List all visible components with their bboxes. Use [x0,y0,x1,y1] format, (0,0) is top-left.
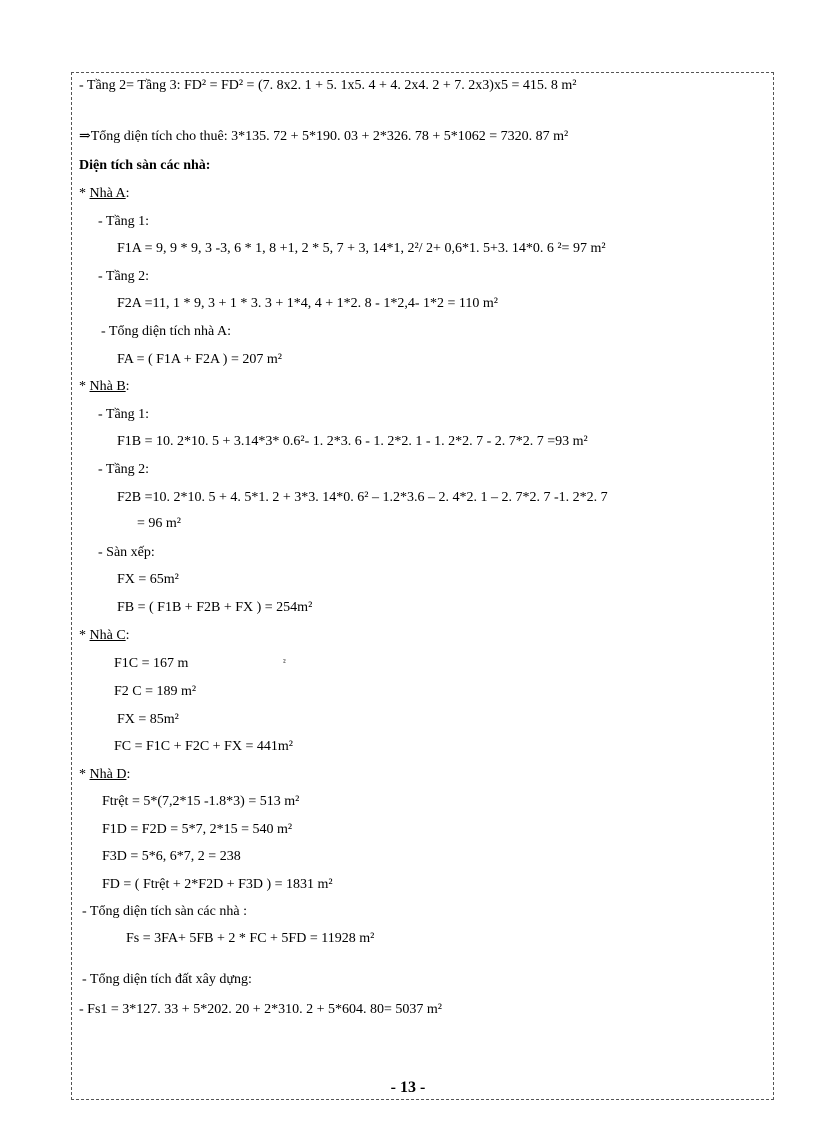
subsection-title: Nhà B [89,379,126,394]
formula-line: - Fs1 = 3*127. 33 + 5*202. 20 + 2*310. 2 + 5*604. 80= 5037 m² [79,1002,442,1017]
text-line: - Tầng 2: [98,269,150,284]
formula-line: FC = F1C + F2C + FX = 441m² [114,739,293,754]
section-heading: Diện tích sàn các nhà: [79,158,211,173]
text-line: - Tổng diện tích đất xây dựng: [82,972,252,987]
text-line: - Tổng diện tích nhà A: [101,324,231,339]
formula-line: F1B = 10. 2*10. 5 + 3.14*3* 0.6²- 1. 2*3. 6 - 1. 2*2. 1 - 1. 2*2. 7 - 2. 7*2. 7 =93 m² [117,434,588,449]
formula-line: FX = 85m² [117,712,179,727]
subsection-heading: * Nhà A: [79,186,130,201]
superscript: ² [283,657,286,667]
subsection-heading: * Nhà C: [79,628,130,643]
formula-line: F2B =10. 2*10. 5 + 4. 5*1. 2 + 3*3. 14*0. 6² – 1.2*3.6 – 2. 4*2. 1 – 2. 7*2. 7 -1. 2*2. 7 [117,490,608,505]
formula-line: FA = ( F1A + F2A ) = 207 m² [117,352,282,367]
text-line: - Sàn xếp: [98,545,155,560]
text-line: - Tầng 2: [98,462,150,477]
formula-line: = 96 m² [137,516,181,531]
subsection-title: Nhà A [89,186,126,201]
formula-line: FD = ( Ftrệt + 2*F2D + F3D ) = 1831 m² [102,877,333,892]
subsection-title: Nhà D [89,767,127,782]
text-line: - Tầng 2= Tầng 3: FD² = FD² = (7. 8x2. 1 + 5. 1x5. 4 + 4. 2x4. 2 + 7. 2x3)x5 = 415. 8 m² [79,78,577,93]
subsection-heading: * Nhà D: [79,767,131,782]
formula-line: F2 C = 189 m² [114,684,197,699]
formula-line: Fs = 3FA+ 5FB + 2 * FC + 5FD = 11928 m² [126,931,375,946]
page-number: - 13 - [390,1079,426,1096]
text-line: ⇒Tổng diện tích cho thuê: 3*135. 72 + 5*190. 03 + 2*326. 78 + 5*1062 = 7320. 87 m² [79,129,569,144]
subsection-heading: * Nhà B: [79,379,130,394]
text-line: - Tổng diện tích sàn các nhà : [82,904,247,919]
text-line: - Tầng 1: [98,214,150,229]
text-line: - Tầng 1: [98,407,150,422]
formula-line: Ftrệt = 5*(7,2*15 -1.8*3) = 513 m² [102,794,300,809]
formula-line: F3D = 5*6, 6*7, 2 = 238 [102,849,241,864]
formula-line: F1A = 9, 9 * 9, 3 -3, 6 * 1, 8 +1, 2 * 5, 7 + 3, 14*1, 2²/ 2+ 0,6*1. 5+3. 14*0. 6 ²= 97 m² [117,241,606,256]
formula-line: FX = 65m² [117,572,179,587]
subsection-title: Nhà C [89,628,126,643]
formula-line: FB = ( F1B + F2B + FX ) = 254m² [117,600,313,615]
formula-line: F2A =11, 1 * 9, 3 + 1 * 3. 3 + 1*4, 4 + 1*2. 8 - 1*2,4- 1*2 = 110 m² [117,296,498,311]
formula-line: F1D = F2D = 5*7, 2*15 = 540 m² [102,822,293,837]
formula-line: F1C = 167 m [114,656,189,671]
